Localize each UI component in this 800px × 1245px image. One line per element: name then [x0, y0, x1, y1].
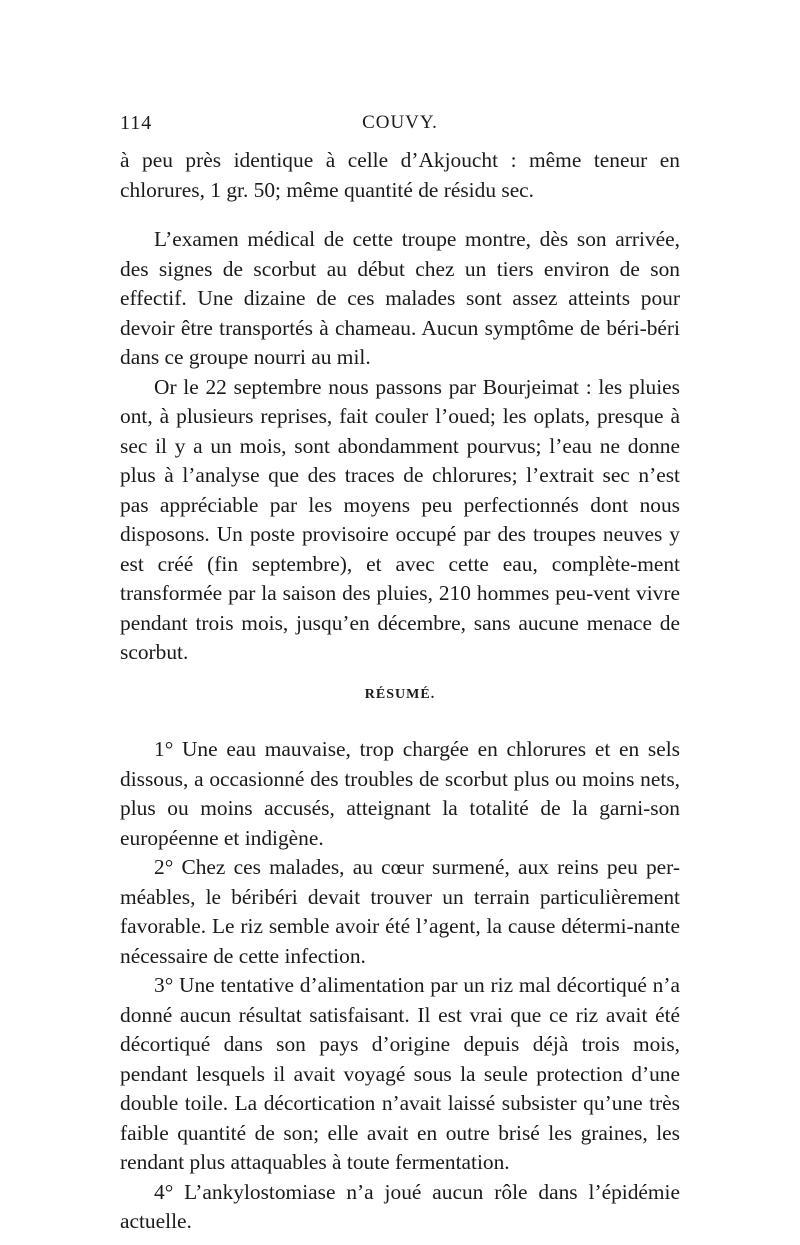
section-title-resume: RÉSUMÉ.: [364, 686, 436, 702]
running-title: COUVY.: [362, 112, 438, 133]
summary-item-1: 1° Une eau mauvaise, trop chargée en chlorures et en sels dissous, a occasionné des troubles de scorbut plus ou moins nets, plus ou moins accusés, atteignant la totalité de la garni-son européenne et indigène.: [120, 737, 680, 850]
page-header: [120, 112, 680, 142]
page-number: 114: [120, 112, 153, 134]
summary-item-2: 2° Chez ces malades, au cœur surmené, aux reins peu per-méables, le béribéri devait trouver un terrain particulièrement favorable. Le riz semble avoir été l’agent, la cause détermi-nante nécessaire de cette infection.: [120, 855, 680, 968]
paragraph-bourjeimat: Or le 22 septembre nous passons par Bourjeimat : les pluies ont, à plusieurs reprises, fait couler l’oued; les oplats, presque à sec il y a un mois, sont abondamment pourvus; l’eau ne donne plus à l’analyse que des traces de chlorures; l’extrait sec n’est pas appréciable par les moyens peu perfectionnés dont nous disposons. Un poste provisoire occupé par des troupes neuves y est créé (fin septembre), et avec cette eau, complète-ment transformée par la saison des pluies, 210 hommes peu-vent vivre pendant trois mois, jusqu’en décembre, sans aucune menace de scorbut.: [120, 374, 680, 664]
paragraph-medical-exam: L’examen médical de cette troupe montre, dès son arrivée, des signes de scorbut au début chez un tiers environ de son effectif. Une dizaine de ces malades sont assez atteints pour devoir être transportés à chameau. Aucun symptôme de béri-béri dans ce groupe nourri au mil.: [120, 227, 680, 369]
page-body: [120, 146, 680, 1237]
paragraph-continuation: à peu près identique à celle d’Akjoucht : même teneur en chlorures, 1 gr. 50; même quantité de résidu sec.: [120, 148, 680, 202]
summary-item-4: 4° L’ankylostomiase n’a joué aucun rôle dans l’épidémie actuelle.: [120, 1179, 680, 1233]
summary-item-3: 3° Une tentative d’alimentation par un riz mal décortiqué n’a donné aucun résultat satisfaisant. Il est vrai que ce riz avait été décortiqué dans son pays d’origine depuis déjà trois mois, pendant lesquels il avait voyagé sous la seule protection d’une double toile. La décortication n’avait laissé subsister qu’une très faible quantité de son; elle avait en outre brisé les graines, les rendant plus attaquables à toute fermentation.: [120, 973, 680, 1174]
